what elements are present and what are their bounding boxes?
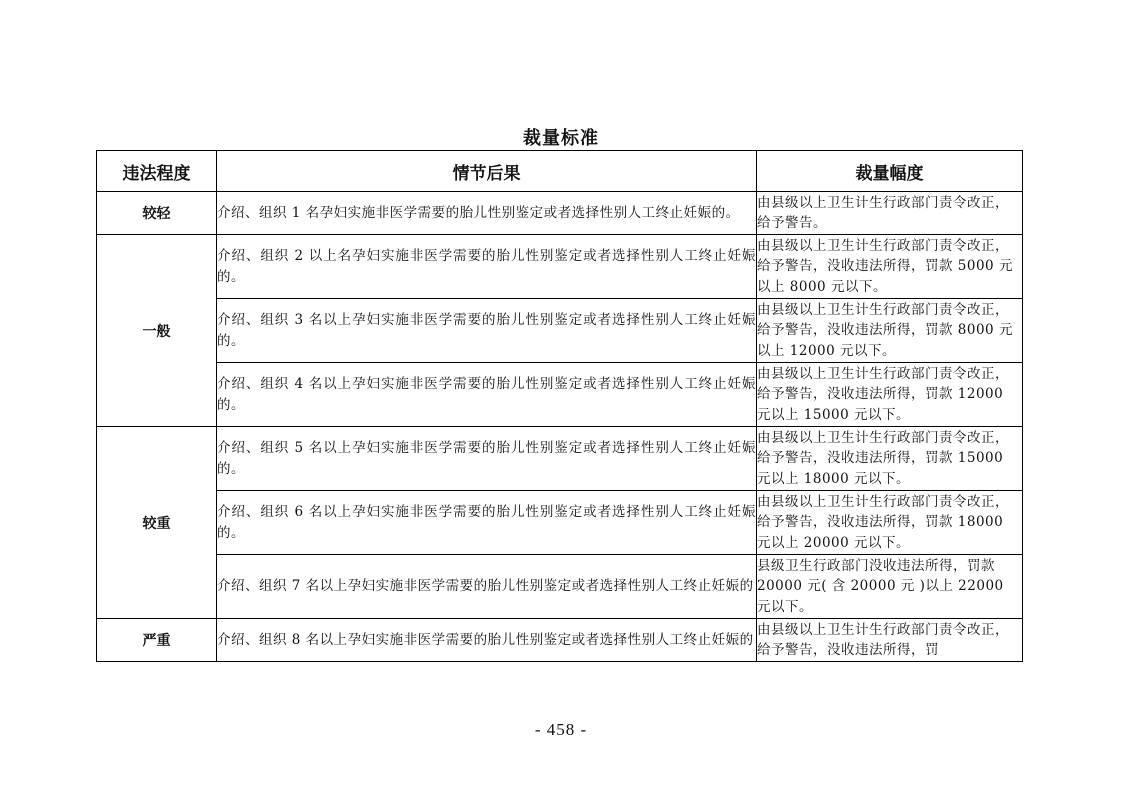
table-header-row [97,151,1023,192]
table-row [97,427,1023,491]
level-cell: 严重 [97,619,217,662]
page-number: - 458 - [534,720,588,739]
level-cell: 较轻 [97,192,217,235]
circumstance-cell: 介绍、组织 6 名以上孕妇实施非医学需要的胎儿性别鉴定或者选择性别人工终止妊娠的。 [217,491,757,555]
circumstance-cell: 介绍、组织 1 名孕妇实施非医学需要的胎儿性别鉴定或者选择性别人工终止妊娠的。 [217,192,757,235]
penalty-cell: 县级卫生行政部门没收违法所得，罚款 20000 元( 含 20000 元 )以上 22000 元以下。 [757,555,1023,619]
circumstance-cell: 介绍、组织 7 名以上孕妇实施非医学需要的胎儿性别鉴定或者选择性别人工终止妊娠的 [217,555,757,619]
header-violation-degree: 违法程度 [97,151,217,192]
circumstance-cell: 介绍、组织 4 名以上孕妇实施非医学需要的胎儿性别鉴定或者选择性别人工终止妊娠的。 [217,363,757,427]
circumstance-cell: 介绍、组织 2 以上名孕妇实施非医学需要的胎儿性别鉴定或者选择性别人工终止妊娠的。 [217,235,757,299]
level-cell: 一般 [97,235,217,427]
circumstance-cell: 介绍、组织 8 名以上孕妇实施非医学需要的胎儿性别鉴定或者选择性别人工终止妊娠的 [217,619,757,662]
table-row [97,491,1023,555]
penalty-text-truncated: 由县级以上卫生计生行政部门责令改正，给予警告，没收违法所得，罚 [757,621,1009,658]
circumstance-cell: 介绍、组织 5 名以上孕妇实施非医学需要的胎儿性别鉴定或者选择性别人工终止妊娠的。 [217,427,757,491]
level-cell: 较重 [97,427,217,619]
table-row [97,555,1023,619]
table-row [97,619,1023,662]
table-title: 裁量标准 [523,128,599,149]
table-row [97,363,1023,427]
penalty-standard-table [96,150,1023,662]
penalty-cell: 由县级以上卫生计生行政部门责令改正，给予警告，没收违法所得，罚款 5000 元以上 8000 元以下。 [757,235,1023,299]
penalty-cell: 由县级以上卫生计生行政部门责令改正，给予警告。 [757,192,1023,235]
penalty-cell [757,619,1023,662]
penalty-cell: 由县级以上卫生计生行政部门责令改正，给予警告，没收违法所得，罚款 8000 元以上 12000 元以下。 [757,299,1023,363]
header-penalty-range: 裁量幅度 [757,151,1023,192]
penalty-cell: 由县级以上卫生计生行政部门责令改正，给予警告，没收违法所得，罚款 15000 元以上 18000 元以下。 [757,427,1023,491]
table-row [97,299,1023,363]
table-row [97,192,1023,235]
penalty-cell: 由县级以上卫生计生行政部门责令改正，给予警告，没收违法所得，罚款 12000 元以上 15000 元以下。 [757,363,1023,427]
penalty-cell: 由县级以上卫生计生行政部门责令改正，给予警告，没收违法所得，罚款 18000 元以上 20000 元以下。 [757,491,1023,555]
header-circumstances: 情节后果 [217,151,757,192]
table-row [97,235,1023,299]
circumstance-cell: 介绍、组织 3 名以上孕妇实施非医学需要的胎儿性别鉴定或者选择性别人工终止妊娠的。 [217,299,757,363]
